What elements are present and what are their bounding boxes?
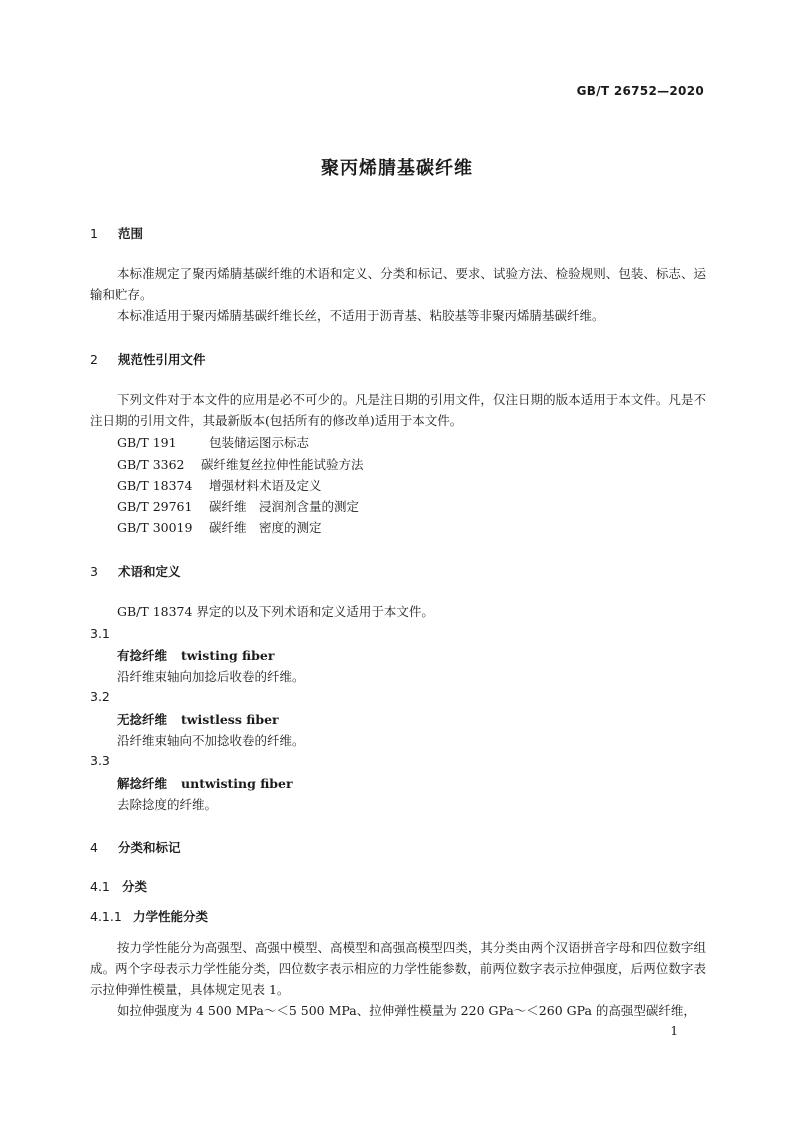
section-3-heading	[90, 562, 181, 580]
reference-item	[117, 433, 309, 451]
term-number: 3.2	[90, 689, 110, 704]
term-english: twistless fiber	[181, 712, 279, 727]
term-number: 3.3	[90, 753, 110, 768]
reference-item	[117, 518, 322, 536]
reference-title: 增强材料术语及定义	[209, 478, 322, 493]
section-title: 力学性能分类	[133, 909, 209, 924]
section-title: 分类	[122, 879, 148, 894]
term-heading	[117, 774, 293, 792]
section-1-paragraph-1: 本标准规定了聚丙烯腈基碳纤维的术语和定义、分类和标记、要求、试验方法、检验规则、包装、标志、运输和贮存。	[90, 266, 706, 302]
section-title: 分类和标记	[118, 840, 181, 855]
section-1-heading	[90, 224, 143, 242]
reference-item	[117, 455, 364, 473]
reference-title: 碳纤维 浸润剂含量的测定	[209, 499, 360, 514]
reference-title: 碳纤维 密度的测定	[209, 520, 322, 535]
reference-code: GB/T 18374	[117, 478, 193, 493]
section-number: 4.1.1	[90, 909, 122, 924]
section-2-heading	[90, 350, 206, 368]
page-number: 1	[670, 1024, 678, 1038]
reference-code: GB/T 29761	[117, 499, 193, 514]
reference-code: GB/T 30019	[117, 520, 193, 535]
term-heading	[117, 646, 274, 664]
subsection-4-1-heading	[90, 877, 147, 895]
section-title: 范围	[118, 226, 144, 241]
term-chinese: 解捻纤维	[117, 776, 168, 791]
term-definition: 去除捻度的纤维。	[117, 797, 218, 812]
reference-title: 包装储运图示标志	[209, 435, 310, 450]
section-number: 4	[90, 840, 98, 855]
term-definition: 沿纤维束轴向不加捻收卷的纤维。	[117, 733, 305, 748]
section-2-paragraph-1: 下列文件对于本文件的应用是必不可少的。凡是注日期的引用文件，仅注日期的版本适用于本文件。凡是不注日期的引用文件，其最新版本(包括所有的修改单)适用于本文件。	[90, 392, 706, 428]
reference-item	[117, 497, 359, 515]
term-english: untwisting fiber	[181, 776, 293, 791]
section-number: 3	[90, 564, 98, 579]
term-chinese: 有捻纤维	[117, 648, 168, 663]
term-number: 3.1	[90, 626, 110, 641]
term-chinese: 无捻纤维	[117, 712, 168, 727]
subsection-4-1-1-heading	[90, 907, 208, 925]
reference-title: 碳纤维复丝拉伸性能试验方法	[201, 457, 364, 472]
term-english: twisting fiber	[181, 648, 275, 663]
section-number: 4.1	[90, 879, 110, 894]
reference-item	[117, 476, 322, 494]
term-heading	[117, 710, 279, 728]
section-4-1-1-paragraph-2: 如拉伸强度为 4 500 MPa～＜5 500 MPa、拉伸弹性模量为 220 GPa～＜260 GPa 的高强型碳纤维，	[117, 1003, 696, 1018]
section-4-1-1-paragraph-1: 按力学性能分为高强型、高强中模型、高模型和高强高模型四类，其分类由两个汉语拼音字母和四位数字组成。两个字母表示力学性能分类，四位数字表示相应的力学性能参数，前两位数字表示拉伸强度，后两位数字表示拉伸弹性模量，具体规定见表 1。	[90, 940, 706, 997]
reference-code: GB/T 191	[117, 435, 177, 450]
section-title: 规范性引用文件	[118, 352, 206, 367]
reference-code: GB/T 3362	[117, 457, 185, 472]
section-title: 术语和定义	[118, 564, 181, 579]
section-3-paragraph-1: GB/T 18374 界定的以及下列术语和定义适用于本文件。	[117, 604, 434, 619]
standard-number: GB/T 26752—2020	[576, 84, 704, 98]
section-number: 1	[90, 226, 98, 241]
section-4-heading	[90, 838, 181, 856]
section-1-paragraph-2: 本标准适用于聚丙烯腈基碳纤维长丝，不适用于沥青基、粘胶基等非聚丙烯腈基碳纤维。	[117, 308, 605, 323]
document-title: 聚丙烯腈基碳纤维	[321, 158, 473, 179]
term-definition: 沿纤维束轴向加捻后收卷的纤维。	[117, 669, 305, 684]
section-number: 2	[90, 352, 98, 367]
